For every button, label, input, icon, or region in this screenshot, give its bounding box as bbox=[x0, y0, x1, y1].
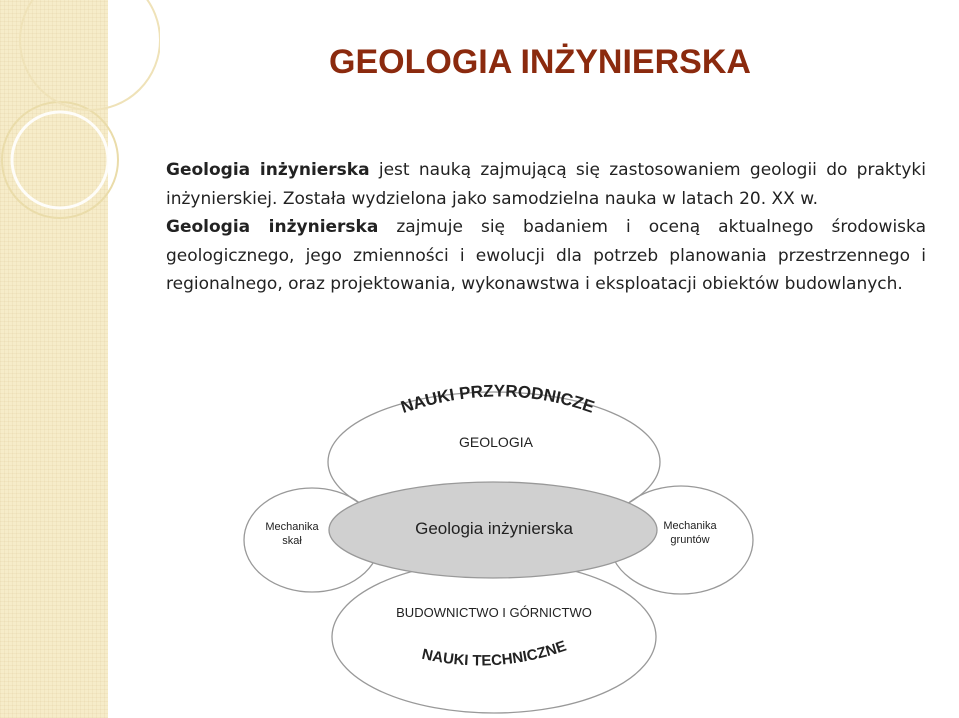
paragraph-2-bold: Geologia inżynierska bbox=[166, 217, 379, 237]
paragraph-1-text: jest nauką zajmującą się zastosowaniem geologii do praktyki inżynierskiej. Została wydzielona jako samodzielna nauka w latach 20. XX w. bbox=[166, 160, 926, 209]
label-geologia: GEOLOGIA bbox=[459, 434, 533, 450]
slide-title: GEOLOGIA INŻYNIERSKA bbox=[329, 43, 751, 81]
arc-label-nauki-techniczne: NAUKI TECHNICZNE bbox=[420, 637, 569, 670]
paragraph-1-bold: Geologia inżynierska bbox=[166, 160, 370, 180]
label-mechanika-gruntow-1: Mechanika bbox=[663, 520, 717, 532]
slide-body bbox=[166, 156, 926, 299]
label-geologia-inzynierska: Geologia inżynierska bbox=[415, 519, 573, 538]
label-mechanika-skal-2: skał bbox=[282, 535, 302, 547]
venn-diagram bbox=[240, 370, 760, 715]
label-mechanika-gruntow-2: gruntów bbox=[670, 534, 710, 546]
paragraph-2-text: zajmuje się badaniem i oceną aktualnego środowiska geologicznego, jego zmienności i ewolucji dla potrzeb planowania przestrzennego i regionalnego, oraz projektowania, wykonawstwa i eksploatacji obiektów budowlanych. bbox=[166, 217, 926, 294]
circle-nauki-techniczne bbox=[332, 561, 656, 713]
label-mechanika-skal-1: Mechanika bbox=[265, 521, 319, 533]
decorative-rings bbox=[0, 0, 160, 260]
arc-label-nauki-przyrodnicze: NAUKI PRZYRODNICZE bbox=[398, 381, 597, 417]
label-budownictwo-i-gornictwo: BUDOWNICTWO I GÓRNICTWO bbox=[396, 605, 592, 620]
paragraph-2 bbox=[166, 213, 926, 299]
paragraph-1 bbox=[166, 156, 926, 213]
